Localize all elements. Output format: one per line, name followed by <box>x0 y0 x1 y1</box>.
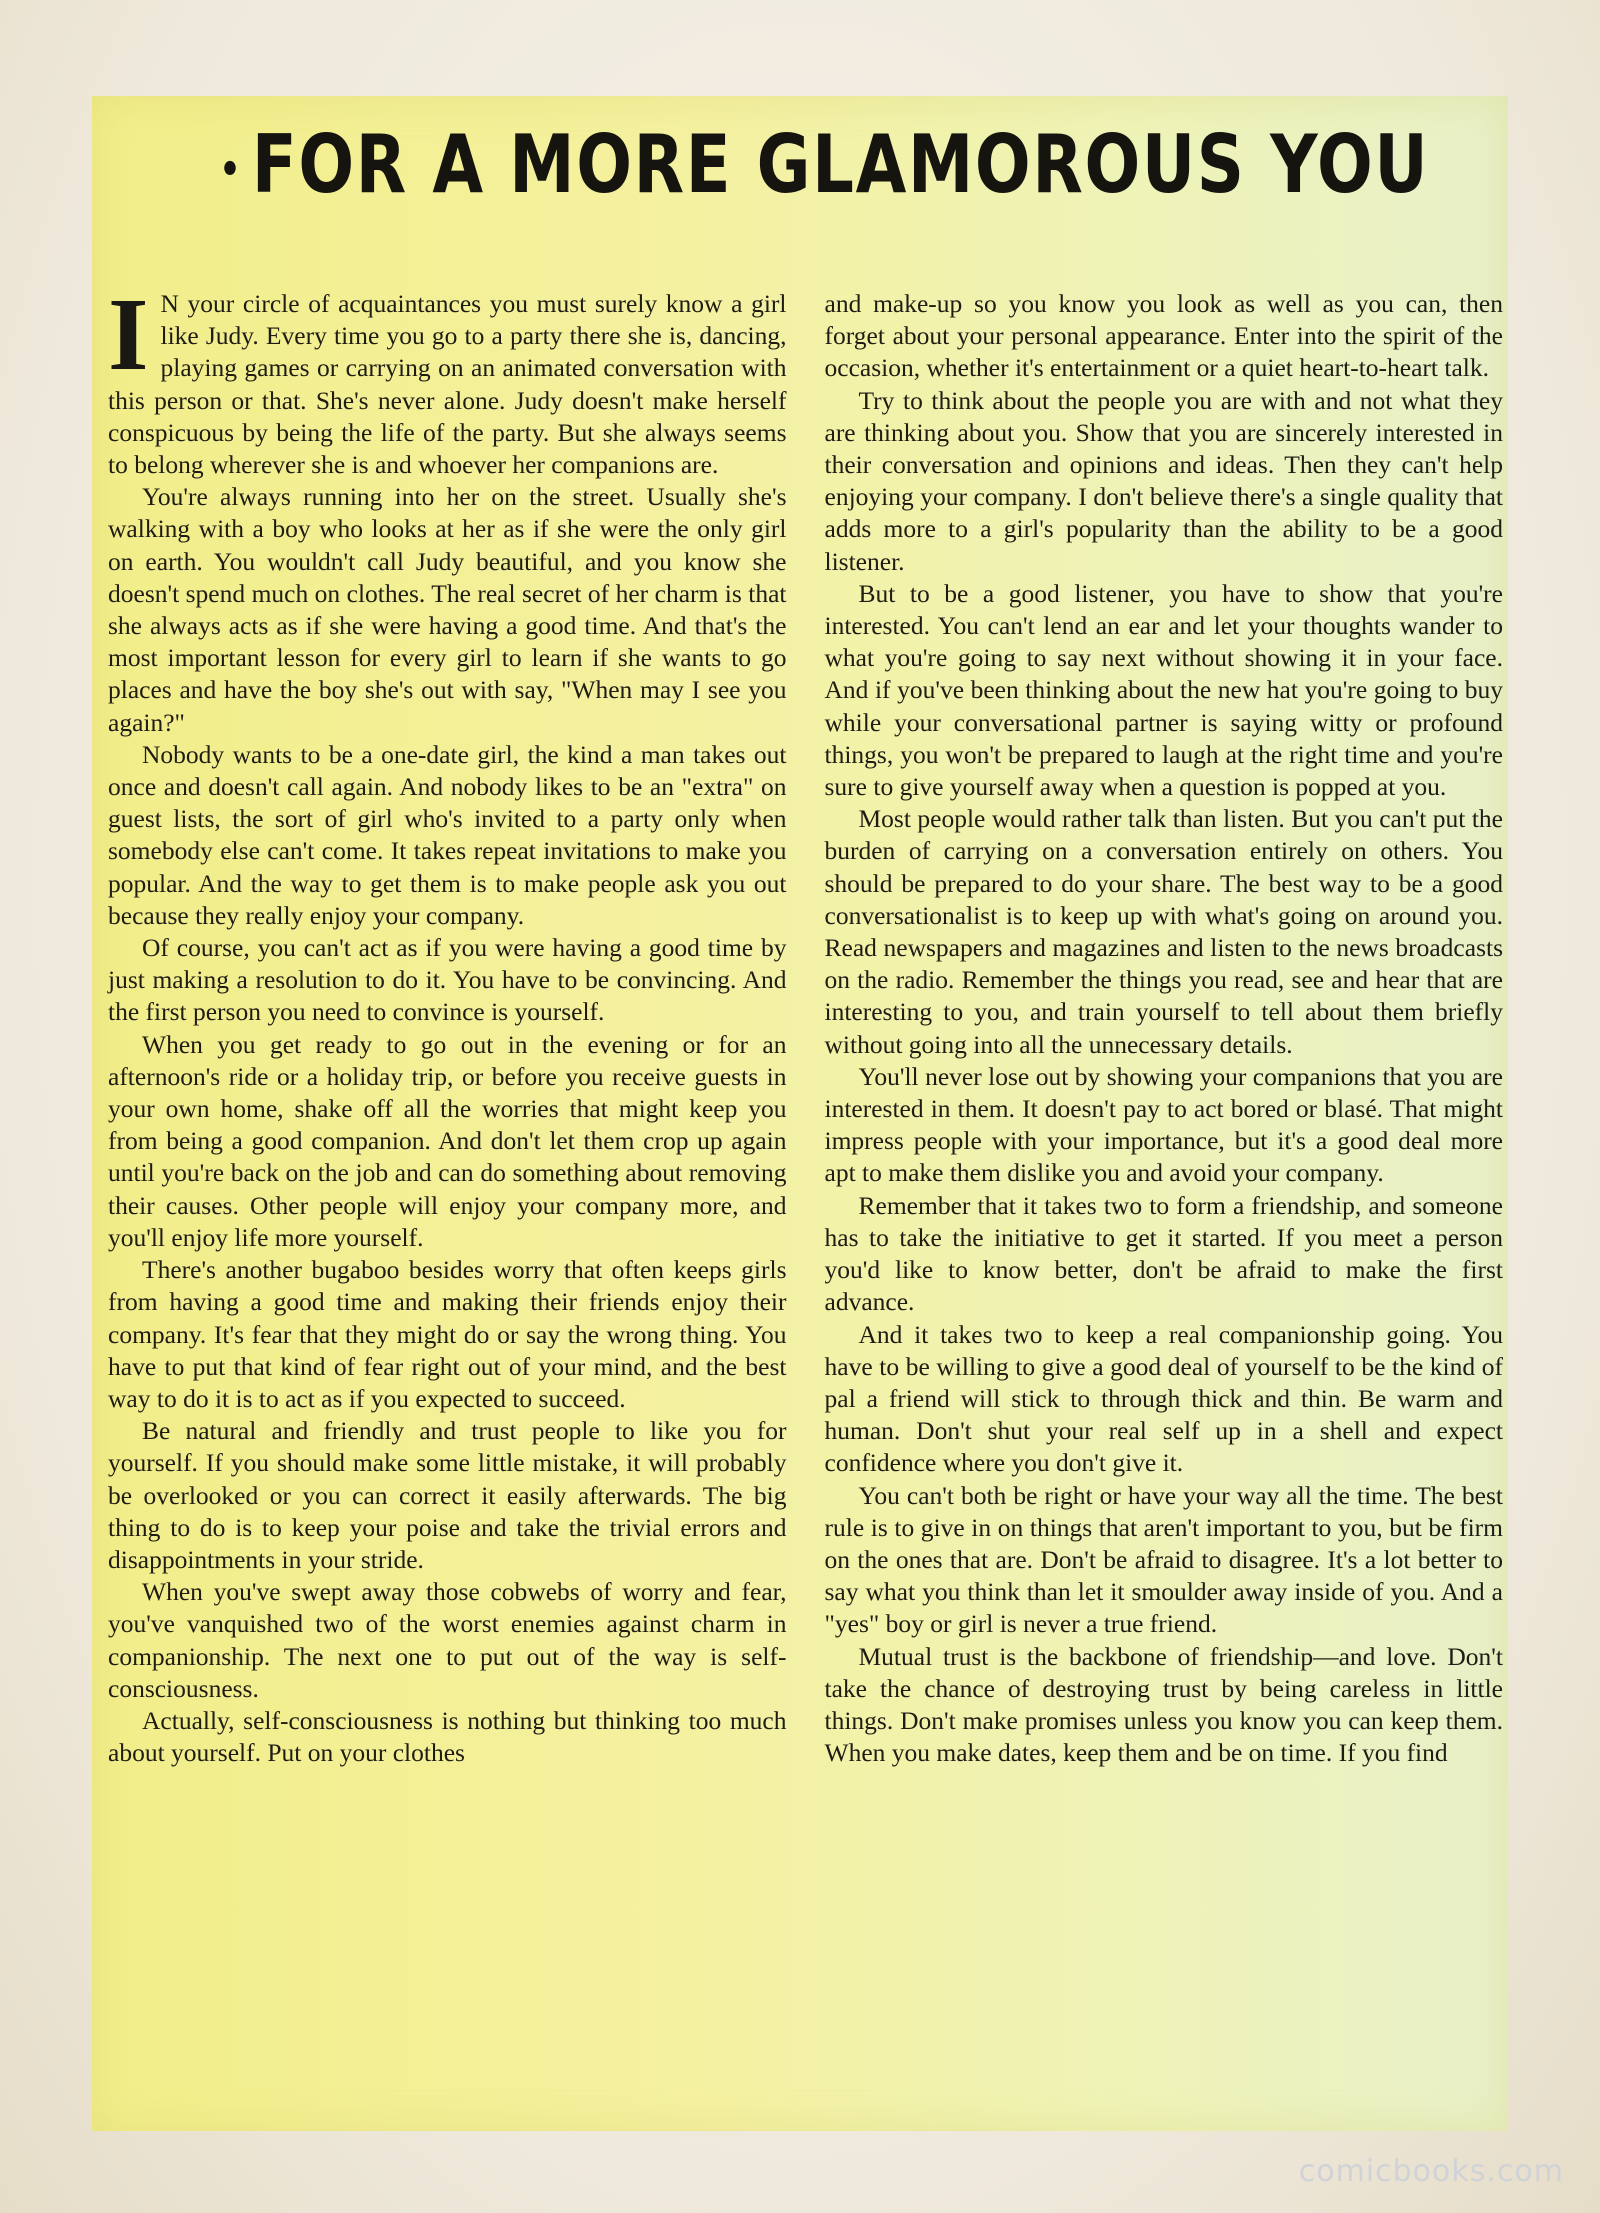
paragraph: There's another bugaboo besides worry that often keeps girls from having a good time and making their friends enjoy their company. It's fear that they might do or say the wrong thing. You have to put that kind of fear right out of your mind, and the best way to do it is to act as if you expected to succeed. <box>108 1255 787 1413</box>
paragraph: and make-up so you know you look as well as you can, then forget about your personal appearance. Enter into the spirit of the occasion, whether it's entertainment or a quiet heart-to-heart talk. <box>824 289 1503 383</box>
paragraph: And it takes two to keep a real companionship going. You have to be willing to give a good deal of yourself to be the kind of pal a friend will stick to through thick and thin. Be warm and human. Don't shut your real self up in a shell and expect confidence where you don't give it. <box>824 1319 1503 1478</box>
paragraph: Of course, you can't act as if you were having a good time by just making a resolution to do it. You have to be convincing. And the first person you need to convince is yourself. <box>108 933 787 1027</box>
paragraph: Remember that it takes two to form a friendship, and someone has to take the initiative to get it started. If you meet a person you'd like to know better, don't be afraid to make the first advance. <box>824 1190 1503 1317</box>
article-title-text: FOR A MORE GLAMOROUS YOU <box>251 118 1430 211</box>
paragraph: Mutual trust is the backbone of friendship—and love. Don't take the chance of destroying trust by being careless in little things. Don't make promises unless you know you can keep them. When you make dates, keep them and be on time. If you find <box>824 1641 1503 1768</box>
watermark: comicbooks.com <box>1298 2154 1564 2189</box>
paragraph: Nobody wants to be a one-date girl, the kind a man takes out once and doesn't call again. And nobody likes to be an "extra" on guest lists, the sort of girl who's invited to a party only when somebody else can't come. It takes repeat invitations to make you popular. And the way to get them is to make people ask you out because they really enjoy your company. <box>108 739 787 930</box>
left-column <box>108 277 787 2108</box>
paragraph <box>108 277 787 481</box>
paragraph: You can't both be right or have your way all the time. The best rule is to give in on things that aren't important to you, but be firm on the ones that are. Don't be afraid to disagree. It's a lot better to say what you think than let it smoulder away inside of you. And a "yes" boy or girl is never a true friend. <box>824 1480 1503 1639</box>
paragraph: But to be a good listener, you have to show that you're interested. You can't lend an ear and let your thoughts wander to what you're going to say next without showing it in your face. And if you've been thinking about the new hat you're going to buy while your conversational partner is saying witty or profound things, you won't be prepared to laugh at the right time and you're sure to give yourself away when a question is popped at you. <box>824 578 1503 802</box>
title-bullet: • <box>219 147 243 194</box>
article-body <box>108 277 1503 2108</box>
paragraph: Actually, self-consciousness is nothing but thinking too much about yourself. Put on your clothes <box>108 1705 787 1768</box>
paragraph: Most people would rather talk than listen. But you can't put the burden of carrying on a conversation entirely on others. You should be prepared to do your share. The best way to be a good conversationalist is to keep up with what's going on around you. Read newspapers and magazines and listen to the news broadcasts on the radio. Remember the things you read, see and hear that are interesting to you, and train yourself to tell about them briefly without going into all the unnecessary details. <box>824 804 1503 1059</box>
paragraph: You're always running into her on the street. Usually she's walking with a boy who looks at her as if she were the only girl on earth. You wouldn't call Judy beautiful, and you know she doesn't spend much on clothes. The real secret of her charm is that she always acts as if she were having a good time. And that's the most important lesson for every girl to learn if she wants to go places and have the boy she's out with say, "When may I see you again?" <box>108 482 787 737</box>
paragraph: When you've swept away those cobwebs of worry and fear, you've vanquished two of the worst enemies against charm in companionship. The next one to put out of the way is self-consciousness. <box>108 1577 787 1703</box>
paragraph: When you get ready to go out in the evening or for an afternoon's ride or a holiday trip, or before you receive guests in your own home, shake off all the worries that might keep you from being a good companion. And don't let them crop up again until you're back on the job and can do something about removing their causes. Other people will enjoy your company more, and you'll enjoy life more yourself. <box>108 1029 787 1252</box>
paragraph: Try to think about the people you are with and not what they are thinking about you. Show that you are sincerely interested in their conversation and opinions and ideas. Then they can't help enjoying your company. I don't believe there's a single quality that adds more to a girl's popularity than the ability to be a good listener. <box>824 385 1503 576</box>
right-column <box>825 288 1504 2108</box>
paragraph: Be natural and friendly and trust people to like you for yourself. If you should make some little mistake, it will probably be overlooked or you can correct it easily afterwards. The big thing to do is to keep your poise and take the trivial errors and disappointments in your stride. <box>108 1416 787 1574</box>
paragraph-text: N your circle of acquaintances you must surely know a girl like Judy. Every time you go to a party there she is, dancing, playing games or carrying on an animated conversation with this person or that. She's never alone. Judy doesn't make herself conspicuous by being the life of the party. But she always seems to belong wherever she is and whoever her companions are. <box>108 289 787 480</box>
drop-cap: I <box>108 277 149 392</box>
article-title <box>219 118 1430 211</box>
paragraph: You'll never lose out by showing your companions that you are interested in them. It doesn't pay to act bored or blasé. That might impress people with your importance, but it's a good deal more apt to make them dislike you and avoid your company. <box>824 1061 1503 1188</box>
